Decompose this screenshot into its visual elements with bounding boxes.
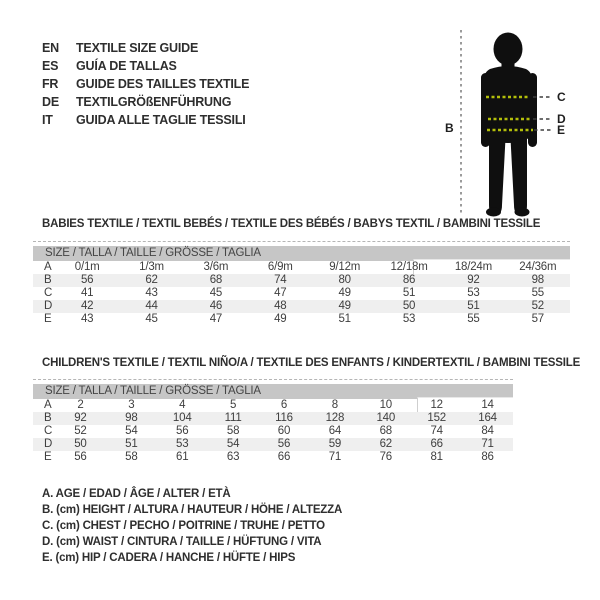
language-row [42, 93, 249, 111]
row-label: B [44, 412, 52, 424]
row-label: D [44, 438, 53, 450]
size-cell: 3 [128, 399, 135, 411]
size-cell: 53 [467, 287, 480, 299]
size-header-band: SIZE / TALLA / TAILLE / GRÖSSE / TAGLIA [33, 246, 570, 261]
row-label: E [44, 313, 52, 325]
size-cell: 68 [209, 274, 223, 286]
babies-table-title: BABIES TEXTILE / TEXTIL BEBÉS / TEXTILE DES BÉBÉS / BABYS TEXTIL / BAMBINI TESSILE [42, 218, 541, 230]
size-cell: 98 [125, 412, 138, 424]
size-cell: 71 [481, 438, 494, 450]
size-cell: 14 [481, 399, 494, 411]
measurement-legend [42, 486, 342, 566]
size-cell: 92 [467, 274, 480, 286]
table-row [33, 313, 570, 326]
language-guide-title: GUIDE DES TAILLES TEXTILE [76, 77, 250, 91]
size-cell: 47 [209, 313, 223, 325]
table-row [33, 300, 570, 313]
row-label: B [44, 274, 52, 286]
size-cell: 68 [379, 425, 392, 437]
size-cell: 74 [274, 274, 287, 286]
language-row [42, 111, 249, 129]
size-cell: 41 [80, 287, 94, 299]
size-cell: 56 [176, 425, 189, 437]
language-code: ES [42, 59, 59, 73]
size-cell: 12 [430, 399, 443, 411]
size-cell: 42 [80, 300, 94, 312]
size-cell: 56 [74, 451, 87, 463]
language-guide-title: TEXTILE SIZE GUIDE [76, 41, 199, 55]
row-label: C [44, 287, 53, 299]
size-cell: 66 [430, 438, 443, 450]
size-cell: 58 [226, 425, 240, 437]
size-cell: 6 [280, 399, 288, 411]
size-cell: 55 [467, 313, 480, 325]
size-cell: 12/18m [390, 261, 428, 273]
legend-item: E. (cm) HIP / CADERA / HANCHE / HÜFTE / HIPS [42, 552, 296, 564]
size-cell: 43 [80, 313, 94, 325]
size-cell: 116 [275, 412, 293, 424]
size-cell: 98 [531, 274, 545, 286]
size-cell: 53 [402, 313, 416, 325]
language-row [42, 39, 249, 57]
row-label: D [44, 300, 53, 312]
size-cell: 24/36m [519, 261, 557, 273]
table-row [33, 261, 570, 274]
size-cell: 111 [224, 412, 242, 424]
language-code: FR [42, 77, 59, 91]
waist-label: D [557, 112, 566, 126]
size-cell: 50 [402, 300, 416, 312]
size-cell: 71 [328, 451, 342, 463]
size-cell: 74 [430, 425, 443, 437]
size-cell: 52 [74, 425, 87, 437]
language-guide-title: GUIDA ALLE TAGLIE TESSILI [76, 113, 246, 127]
child-measurement-diagram [444, 25, 574, 225]
size-cell: 64 [328, 425, 342, 437]
table-row [33, 451, 513, 464]
size-cell: 45 [209, 287, 223, 299]
legend-item: D. (cm) WAIST / CINTURA / TAILLE / HÜFTUNG / VITA [42, 536, 322, 548]
language-row [42, 57, 249, 75]
size-cell: 49 [338, 287, 351, 299]
size-cell: 51 [338, 313, 351, 325]
size-cell: 43 [145, 287, 158, 299]
size-cell: 44 [145, 300, 158, 312]
size-cell: 128 [325, 412, 345, 424]
size-cell: 46 [209, 300, 223, 312]
size-cell: 84 [481, 425, 494, 437]
size-cell: 51 [125, 438, 138, 450]
row-label: A [44, 399, 52, 411]
table-row [33, 274, 570, 287]
size-cell: 62 [145, 274, 158, 286]
size-cell: 80 [338, 274, 351, 286]
size-cell: 56 [80, 274, 94, 286]
size-cell: 5 [230, 399, 237, 411]
table-row [33, 287, 570, 300]
size-cell: 63 [226, 451, 240, 463]
row-label: C [44, 425, 53, 437]
size-cell: 56 [277, 438, 291, 450]
size-cell: 0/1m [74, 261, 100, 273]
size-cell: 54 [226, 438, 240, 450]
row-label: E [44, 451, 52, 463]
language-list [42, 39, 249, 129]
legend-item: C. (cm) CHEST / PECHO / POITRINE / TRUHE / PETTO [42, 520, 325, 532]
size-cell: 62 [379, 438, 392, 450]
children-size-table [33, 379, 513, 464]
size-cell: 57 [531, 313, 545, 325]
children-table-title: CHILDREN'S TEXTILE / TEXTIL NIÑO/A / TEXTILE DES ENFANTS / KINDERTEXTIL / BAMBINI TESSILE [42, 357, 581, 369]
legend-item: A. AGE / EDAD / ÂGE / ALTER / ETÀ [42, 488, 231, 500]
language-guide-title: TEXTILGRÖßENFÜHRUNG [76, 95, 232, 109]
size-cell: 10 [379, 399, 392, 411]
size-cell: 18/24m [454, 261, 493, 273]
child-silhouette [481, 33, 537, 217]
size-cell: 1/3m [139, 261, 164, 273]
size-cell: 92 [74, 412, 87, 424]
size-cell: 48 [274, 300, 287, 312]
size-cell: 76 [379, 451, 392, 463]
table-row [33, 399, 513, 412]
size-header-band: SIZE / TALLA / TAILLE / GRÖSSE / TAGLIA [33, 384, 513, 399]
size-cell: 49 [338, 300, 351, 312]
size-cell: 104 [172, 412, 192, 424]
size-cell: 61 [176, 451, 189, 463]
size-cell: 81 [430, 451, 443, 463]
size-cell: 9/12m [329, 261, 361, 273]
size-cell: 51 [467, 300, 480, 312]
size-cell: 152 [427, 412, 446, 424]
size-cell: 47 [274, 287, 287, 299]
language-code: EN [42, 41, 59, 55]
size-cell: 86 [481, 451, 494, 463]
size-cell: 54 [125, 425, 138, 437]
language-code: IT [42, 113, 53, 127]
size-cell: 2 [77, 399, 84, 411]
height-label: B [445, 121, 454, 135]
table-row [33, 412, 513, 425]
size-cell: 51 [402, 287, 416, 299]
row-label: A [44, 261, 52, 273]
size-cell: 52 [531, 300, 545, 312]
language-code: DE [42, 95, 59, 109]
table-row [33, 438, 513, 451]
size-cell: 86 [402, 274, 416, 286]
language-guide-title: GUÍA DE TALLAS [76, 59, 177, 73]
hip-label: E [557, 123, 566, 137]
chest-label: C [557, 90, 566, 104]
size-cell: 164 [478, 412, 497, 424]
size-cell: 60 [277, 425, 291, 437]
size-cell: 55 [531, 287, 545, 299]
size-cell: 59 [328, 438, 342, 450]
size-cell: 4 [179, 399, 186, 411]
size-cell: 140 [376, 412, 396, 424]
size-cell: 8 [331, 399, 338, 411]
size-cell: 66 [277, 451, 291, 463]
size-cell: 6/9m [267, 261, 293, 273]
legend-item: B. (cm) HEIGHT / ALTURA / HAUTEUR / HÖHE / ALTEZZA [42, 504, 343, 516]
size-cell: 3/6m [203, 261, 229, 273]
size-cell: 58 [125, 451, 138, 463]
babies-size-table [33, 241, 570, 326]
size-cell: 45 [145, 313, 158, 325]
size-cell: 50 [74, 438, 87, 450]
size-cell: 53 [176, 438, 189, 450]
size-cell: 49 [274, 313, 287, 325]
table-row [33, 425, 513, 438]
language-row [42, 75, 249, 93]
